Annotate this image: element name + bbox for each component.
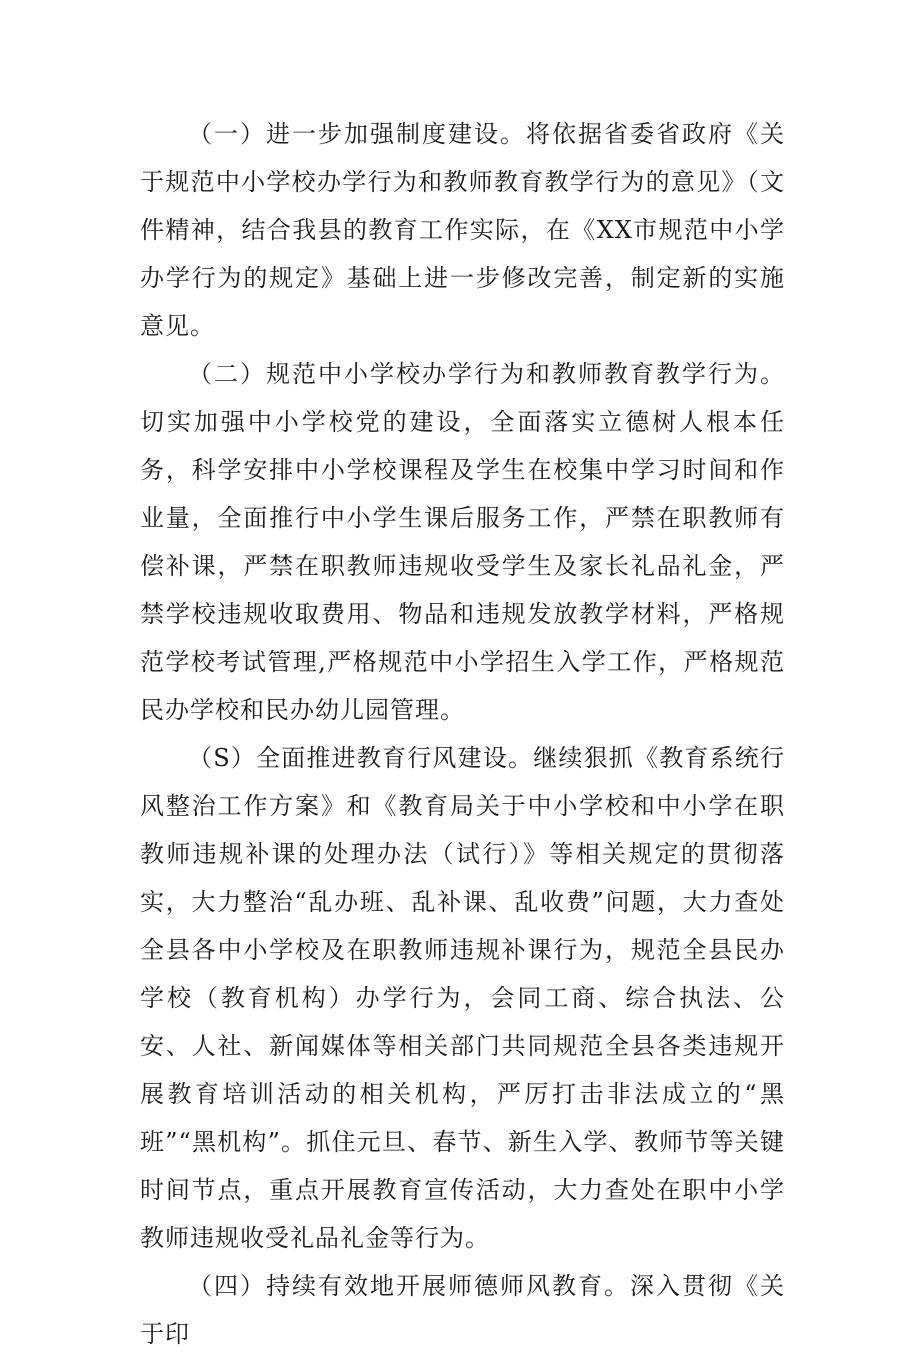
document-body: [140, 110, 785, 1358]
paragraph-teacher-ethics: （四）持续有效地开展师德师风教育。深入贯彻《关于印: [140, 1272, 785, 1348]
paragraph-system-building: （一）进一步加强制度建设。将依据省委省政府《关于规范中小学校办学行为和教师教育教学行为的意见》（文件精神，结合我县的教育工作实际，在《XX市规范中小学办学行为的规定》基础上进一步修改完善，制定新的实施意见。: [140, 120, 785, 340]
paragraph-conduct-rectification: （S）全面推进教育行风建设。继续狠抓《教育系统行风整治工作方案》和《教育局关于中小学校和中小学在职教师违规补课的处理办法（试行）》等相关规定的贯彻落实，大力整治“乱办班、乱补课、乱收费”问题，大力查处全县各中小学校及在职教师违规补课行为，规范全县民办学校（教育机构）办学行为，会同工商、综合执法、公安、人社、新闻媒体等相关部门共同规范全县各类违规开展教育培训活动的相关机构，严厉打击非法成立的“黑班”“黑机构”。抓住元旦、春节、新生入学、教师节等关键时间节点，重点开展教育宣传活动，大力查处在职中小学教师违规收受礼品礼金等行为。: [140, 744, 785, 1252]
paragraph-school-conduct: （二）规范中小学校办学行为和教师教育教学行为。切实加强中小学校党的建设，全面落实立德树人根本任务，科学安排中小学校课程及学生在校集中学习时间和作业量，全面推行中小学生课后服务工作，严禁在职教师有偿补课，严禁在职教师违规收受学生及家长礼品礼金，严禁学校违规收取费用、物品和违规发放教学材料，严格规范学校考试管理,严格规范中小学招生入学工作，严格规范民办学校和民办幼儿园管理。: [140, 360, 785, 724]
